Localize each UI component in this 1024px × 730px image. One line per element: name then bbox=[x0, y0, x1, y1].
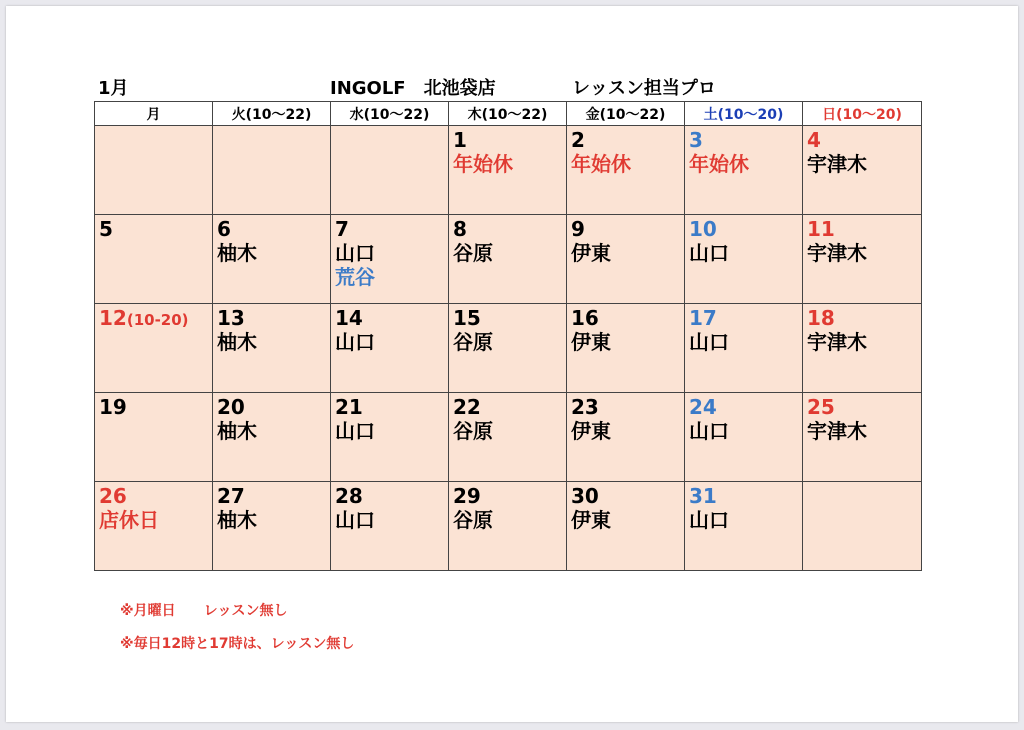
day-number: 23 bbox=[571, 395, 599, 419]
day-number: 27 bbox=[217, 484, 245, 508]
pro-name: 山口 bbox=[335, 419, 375, 443]
notes bbox=[120, 600, 354, 666]
store-name: INGOLF 北池袋店 bbox=[330, 78, 496, 99]
day-number: 7 bbox=[335, 217, 349, 241]
day-cell bbox=[331, 393, 449, 482]
pro-name: 柚木 bbox=[217, 419, 257, 443]
pro-name: 年始休 bbox=[453, 152, 513, 176]
day-cell bbox=[95, 215, 213, 304]
week-row bbox=[95, 215, 922, 304]
weekday-monday: 月 bbox=[95, 102, 213, 126]
week-row bbox=[95, 304, 922, 393]
pro-name: 山口 bbox=[689, 241, 729, 265]
calendar-body bbox=[95, 126, 922, 571]
pro-name: 谷原 bbox=[453, 241, 493, 265]
day-cell bbox=[449, 393, 567, 482]
day-number: 28 bbox=[335, 484, 363, 508]
day-number: 29 bbox=[453, 484, 481, 508]
day-cell bbox=[213, 304, 331, 393]
day-number: 15 bbox=[453, 306, 481, 330]
pro-name: 宇津木 bbox=[807, 330, 867, 354]
pro-name: 山口 bbox=[689, 508, 729, 532]
weekday-tuesday: 火(10～22) bbox=[213, 102, 331, 126]
day-number: 18 bbox=[807, 306, 835, 330]
day-cell bbox=[567, 393, 685, 482]
day-number: 6 bbox=[217, 217, 231, 241]
pro-name: 柚木 bbox=[217, 330, 257, 354]
schedule-subtitle: レッスン担当プロ bbox=[572, 78, 716, 99]
day-hours-note: (10-20) bbox=[126, 311, 189, 329]
pro-name: 年始休 bbox=[571, 152, 631, 176]
note-daily: ※毎日12時と17時は、レッスン無し bbox=[120, 636, 355, 652]
day-number: 30 bbox=[571, 484, 599, 508]
pro-name: 伊東 bbox=[571, 330, 611, 354]
day-cell bbox=[331, 215, 449, 304]
day-cell bbox=[449, 482, 567, 571]
pro-name: 谷原 bbox=[453, 419, 493, 443]
day-number: 1 bbox=[453, 128, 467, 152]
pro-name: 伊東 bbox=[571, 508, 611, 532]
calendar-title-row bbox=[0, 74, 1024, 98]
pro-name: 山口 bbox=[335, 508, 375, 532]
day-cell bbox=[95, 393, 213, 482]
pro-name: 伊東 bbox=[571, 419, 611, 443]
pro-name: 伊東 bbox=[571, 241, 611, 265]
pro-name: 山口 bbox=[335, 330, 375, 354]
pro-name: 宇津木 bbox=[807, 241, 867, 265]
weekday-header-row bbox=[95, 102, 922, 126]
day-cell bbox=[449, 304, 567, 393]
pro-name-secondary: 荒谷 bbox=[335, 265, 375, 289]
day-cell bbox=[567, 126, 685, 215]
day-number: 9 bbox=[571, 217, 585, 241]
day-cell bbox=[95, 482, 213, 571]
pro-name: 柚木 bbox=[217, 508, 257, 532]
day-cell bbox=[213, 393, 331, 482]
day-number: 12(10-20) bbox=[99, 306, 189, 330]
day-cell bbox=[213, 126, 331, 215]
day-number: 20 bbox=[217, 395, 245, 419]
day-number: 3 bbox=[689, 128, 703, 152]
month-title: 1月 bbox=[98, 78, 129, 99]
day-number: 13 bbox=[217, 306, 245, 330]
pro-name: 谷原 bbox=[453, 508, 493, 532]
day-number: 4 bbox=[807, 128, 821, 152]
day-number: 21 bbox=[335, 395, 363, 419]
pro-name: 山口 bbox=[689, 330, 729, 354]
day-cell bbox=[803, 304, 922, 393]
day-number: 22 bbox=[453, 395, 481, 419]
day-cell bbox=[213, 215, 331, 304]
week-row bbox=[95, 393, 922, 482]
day-cell bbox=[685, 215, 803, 304]
pro-name: 宇津木 bbox=[807, 419, 867, 443]
pro-name: 年始休 bbox=[689, 152, 749, 176]
day-cell bbox=[95, 126, 213, 215]
day-number: 16 bbox=[571, 306, 599, 330]
day-cell bbox=[685, 304, 803, 393]
day-cell bbox=[95, 304, 213, 393]
day-cell bbox=[803, 126, 922, 215]
day-number: 2 bbox=[571, 128, 585, 152]
pro-name: 柚木 bbox=[217, 241, 257, 265]
day-number: 25 bbox=[807, 395, 835, 419]
day-cell bbox=[331, 126, 449, 215]
lesson-calendar bbox=[94, 101, 922, 571]
day-number: 31 bbox=[689, 484, 717, 508]
weekday-thursday: 木(10～22) bbox=[449, 102, 567, 126]
weekday-saturday: 土(10～20) bbox=[685, 102, 803, 126]
week-row bbox=[95, 482, 922, 571]
day-number: 5 bbox=[99, 217, 113, 241]
day-cell bbox=[803, 215, 922, 304]
day-number: 11 bbox=[807, 217, 835, 241]
day-cell bbox=[449, 215, 567, 304]
pro-name: 宇津木 bbox=[807, 152, 867, 176]
day-cell bbox=[567, 482, 685, 571]
weekday-sunday: 日(10～20) bbox=[803, 102, 922, 126]
day-cell bbox=[567, 215, 685, 304]
pro-name: 店休日 bbox=[99, 508, 159, 532]
day-number: 10 bbox=[689, 217, 717, 241]
pro-name: 山口 bbox=[689, 419, 729, 443]
day-cell bbox=[331, 482, 449, 571]
weekday-friday: 金(10～22) bbox=[567, 102, 685, 126]
day-cell bbox=[567, 304, 685, 393]
day-cell bbox=[449, 126, 567, 215]
weekday-wednesday: 水(10～22) bbox=[331, 102, 449, 126]
day-number: 19 bbox=[99, 395, 127, 419]
day-number: 26 bbox=[99, 484, 127, 508]
day-cell bbox=[685, 126, 803, 215]
day-cell bbox=[213, 482, 331, 571]
day-number: 17 bbox=[689, 306, 717, 330]
day-cell bbox=[331, 304, 449, 393]
week-row bbox=[95, 126, 922, 215]
pro-name: 谷原 bbox=[453, 330, 493, 354]
note-monday: ※月曜日 レッスン無し bbox=[120, 603, 288, 619]
day-number: 8 bbox=[453, 217, 467, 241]
day-number: 14 bbox=[335, 306, 363, 330]
day-cell bbox=[685, 393, 803, 482]
day-cell bbox=[803, 393, 922, 482]
day-cell bbox=[685, 482, 803, 571]
day-cell bbox=[803, 482, 922, 571]
day-number: 24 bbox=[689, 395, 717, 419]
pro-name: 山口 bbox=[335, 241, 375, 265]
